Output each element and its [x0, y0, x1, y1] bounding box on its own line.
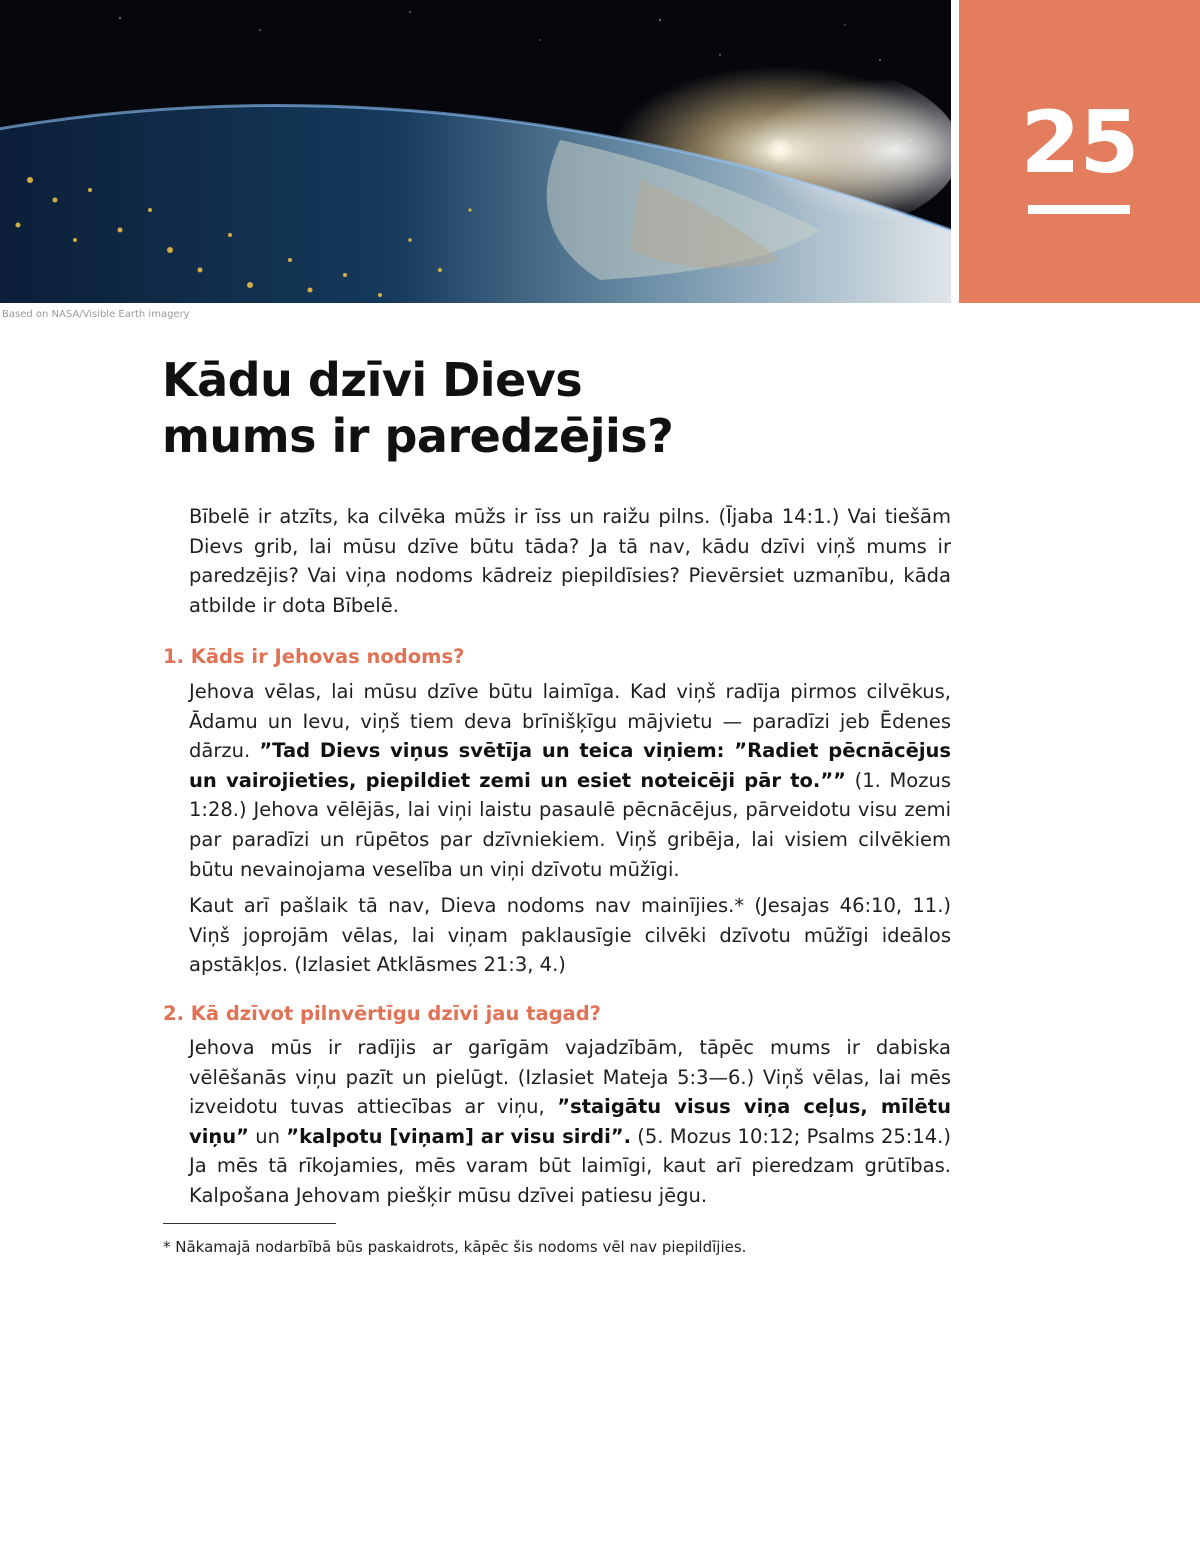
chapter-underline [1028, 205, 1130, 214]
section-heading-2: 2. Kā dzīvot pilnvērtīgu dzīvi jau tagad? [163, 1002, 601, 1025]
image-credit: Based on NASA/Visible Earth imagery [2, 309, 190, 320]
text-run: Jehova mūs ir radījis ar garīgām vajadzībām, tāpēc mums ir dabiska vēlēšanās viņu pazīt un pielūgt. (Izlasiet Mateja 5:3—6.) Viņš vēlas, lai mēs izveidotu tuvas attiecības ar viņu, [189, 1036, 951, 1119]
hero-image [0, 0, 951, 303]
scripture-quote: ”Tad Dievs viņus svētīja un teica viņiem: ”Radiet pēcnācējus un vairojieties, piepildiet zemi un esiet noteicēji pār to.”” [189, 739, 951, 792]
section-1-paragraph-1 [189, 677, 951, 884]
text-run: (5. Mozus 10:12; Psalms 25:14.) Ja mēs tā rīkojamies, mēs varam būt laimīgi, kaut arī pieredzam grūtības. Kalpošana Jehovam piešķir mūsu dzīvei patiesu jēgu. [189, 1124, 951, 1207]
footnote-divider [163, 1223, 336, 1224]
scripture-quote: ”kalpotu [viņam] ar visu sirdi”. [286, 1124, 631, 1148]
footnote: * Nākamajā nodarbībā būs paskaidrots, kāpēc šis nodoms vēl nav piepildījies. [163, 1238, 747, 1256]
text-run: Jehova vēlas, lai mūsu dzīve būtu laimīga. Kad viņš radīja pirmos cilvēkus, Ādamu un Ievu, viņš tiem deva brīnišķīgu mājvietu — paradīzi jeb Ēdenes dārzu. [189, 680, 951, 763]
section-heading-1: 1. Kāds ir Jehovas nodoms? [163, 645, 465, 668]
text-run: un [248, 1124, 287, 1148]
chapter-number: 25 [1020, 93, 1139, 193]
text-run: (1. Mozus 1:28.) Jehova vēlējās, lai viņi laistu pasaulē pēcnācējus, pārveidotu visu zemi par paradīzi un rūpētos par dzīvniekiem. Viņš gribēja, lai visiem cilvēkiem būtu nevainojama veselība un viņi dzīvotu mūžīgi. [189, 768, 951, 881]
earth-illustration [0, 0, 951, 303]
intro-paragraph: Bībelē ir atzīts, ka cilvēka mūžs ir īss un raižu pilns. (Ījaba 14:1.) Vai tiešām Dievs grib, lai mūsu dzīve būtu tāda? Ja tā nav, kādu dzīvi viņš mums ir paredzējis? Vai viņa nodoms kādreiz piepildīsies? Pievērsiet uzmanību, kāda atbilde ir dota Bībelē. [189, 505, 951, 617]
section-2-paragraph-1 [189, 1033, 951, 1211]
page-title-line-1: Kādu dzīvi Dievs [162, 353, 583, 407]
chapter-badge [959, 0, 1200, 303]
page-title [162, 352, 862, 464]
page-title-line-2: mums ir paredzējis? [162, 409, 674, 463]
scripture-quote: ”staigātu visus viņa ceļus, mīlētu viņu” [189, 1095, 951, 1148]
section-1-paragraph-2: Kaut arī pašlaik tā nav, Dieva nodoms nav mainījies.* (Jesajas 46:10, 11.) Viņš joprojām vēlas, lai viņam paklausīgie cilvēki dzīvotu mūžīgi ideālos apstākļos. (Izlasiet Atklāsmes 21:3, 4.) [189, 894, 951, 977]
